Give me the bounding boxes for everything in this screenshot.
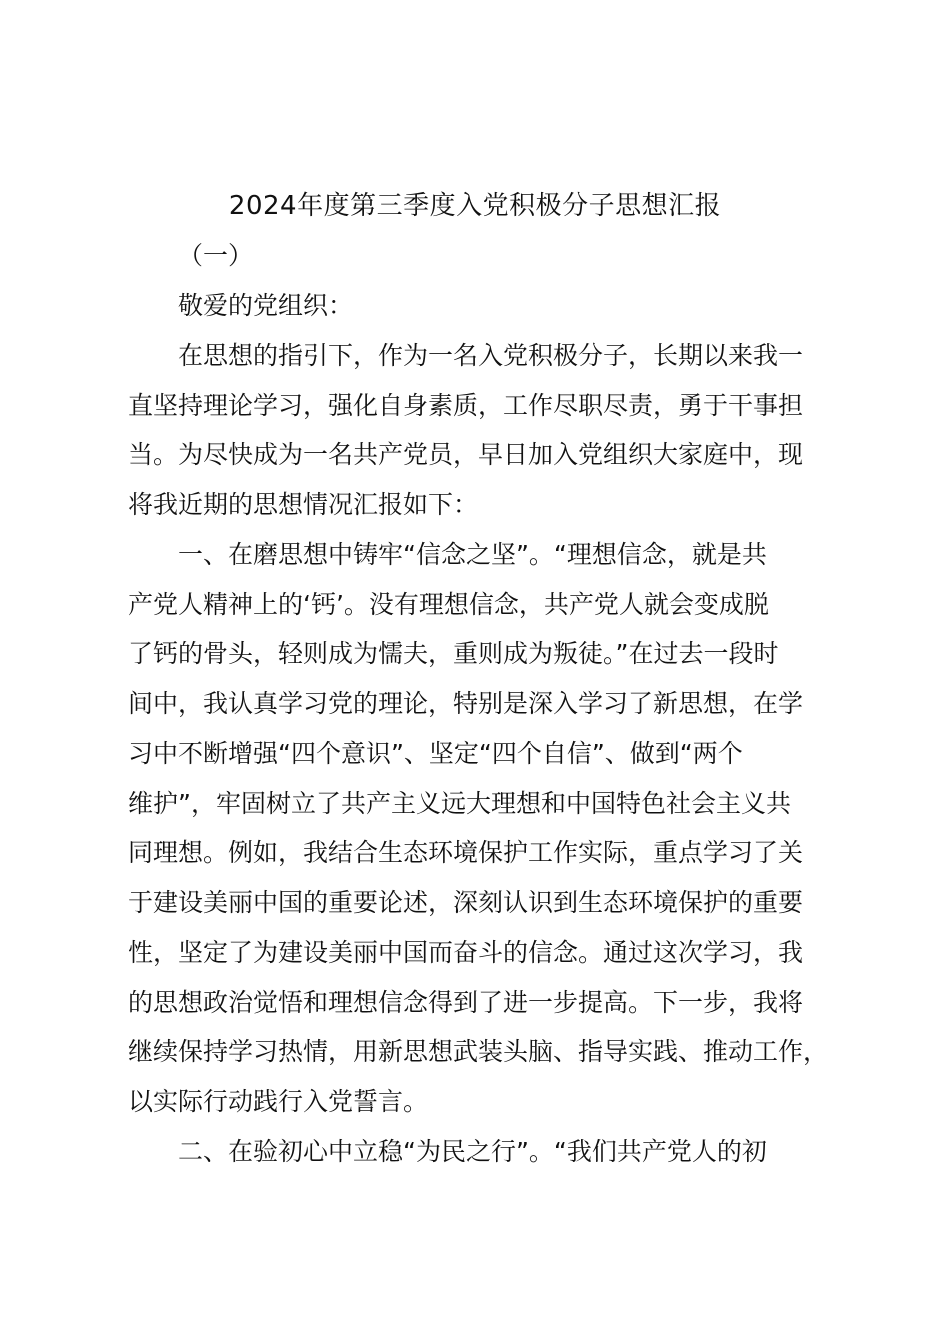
body-line: 性，坚定了为建设美丽中国而奋斗的信念。通过这次学习，我 — [128, 938, 804, 967]
body-line: 在思想的指引下，作为一名入党积极分子，长期以来我一 — [178, 341, 804, 370]
body-line: 直坚持理论学习，强化自身素质，工作尽职尽责，勇于干事担 — [128, 391, 804, 420]
body-line: 产党人精神上的‘钙’。没有理想信念，共产党人就会变成脱 — [128, 590, 769, 619]
body-line: 同理想。例如，我结合生态环境保护工作实际，重点学习了关 — [128, 838, 804, 867]
body-line: 维护”，牢固树立了共产主义远大理想和中国特色社会主义共 — [128, 789, 791, 818]
body-line: 于建设美丽中国的重要论述，深刻认识到生态环境保护的重要 — [128, 888, 804, 917]
body-line: 将我近期的思想情况汇报如下： — [128, 490, 479, 519]
body-line: 当。为尽快成为一名共产党员，早日加入党组织大家庭中，现 — [128, 440, 804, 469]
body-line: 了钙的骨头，轻则成为懦夫，重则成为叛徒。”在过去一段时 — [128, 639, 779, 668]
body-line: 间中，我认真学习党的理论，特别是深入学习了新思想，在学 — [128, 689, 804, 718]
body-line: 二、在验初心中立稳“为民之行”。“我们共产党人的初 — [178, 1137, 767, 1166]
body-line: 习中不断增强“四个意识”、坚定“四个自信”、做到“两个 — [128, 739, 743, 768]
document-title: 2024年度第三季度入党积极分子思想汇报 — [228, 191, 722, 221]
body-line: 一、在磨思想中铸牢“信念之坚”。“理想信念，就是共 — [178, 540, 767, 569]
body-line: 继续保持学习热情，用新思想武装头脑、指导实践、推动工作， — [128, 1037, 829, 1066]
section-marker: （一） — [178, 241, 254, 270]
body-line: 以实际行动践行入党誓言。 — [128, 1087, 429, 1116]
salutation: 敬爱的党组织： — [178, 291, 354, 320]
body-line: 的思想政治觉悟和理想信念得到了进一步提高。下一步，我将 — [128, 988, 804, 1017]
